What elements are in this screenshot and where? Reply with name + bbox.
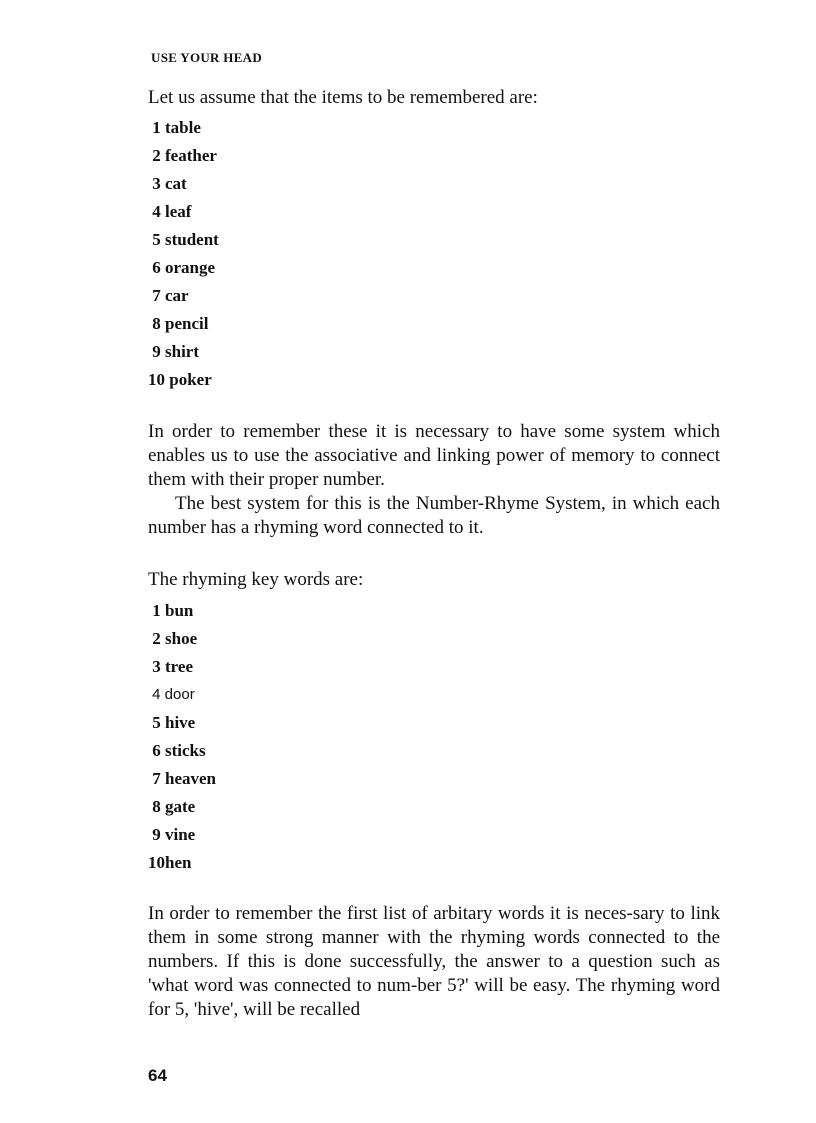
list-item: 8 pencil	[148, 314, 209, 333]
list-item: 4 leaf	[148, 202, 192, 221]
list-item: 10hen	[148, 853, 192, 872]
rhyme-intro-text: The rhyming key words are:	[148, 569, 364, 590]
list-item: 5 hive	[148, 713, 196, 732]
list-item: 4 door	[148, 686, 195, 703]
list-item: 7 heaven	[148, 769, 216, 788]
list-item: 7 car	[148, 286, 189, 305]
list-item: 9 shirt	[148, 342, 199, 361]
list-item: 9 vine	[148, 825, 196, 844]
list-item: 3 cat	[148, 174, 187, 193]
list-item: 1 bun	[148, 601, 194, 620]
list-item: 6 orange	[148, 258, 216, 277]
list-item: 3 tree	[148, 657, 193, 676]
intro-text: Let us assume that the items to be remembered are:	[148, 87, 538, 108]
list-item: 10 poker	[148, 370, 212, 389]
running-header: USE YOUR HEAD	[151, 50, 263, 65]
list-item: 6 sticks	[148, 741, 206, 760]
rhymes-list	[148, 597, 216, 877]
page-number: 64	[148, 1066, 167, 1085]
list-item: 1 table	[148, 118, 201, 137]
paragraph-1: In order to remember these it is necessary to have some system which enables us to use the associative and linking power of memory to connect them with their proper number.	[148, 421, 720, 490]
list-item: 5 student	[148, 230, 219, 249]
paragraph-3: In order to remember the first list of arbitary words it is neces-sary to link them in some strong manner with the rhyming words connected to the numbers. If this is done successfully, the answer to a question such as 'what word was connected to num-ber 5?' will be easy. The rhyming word for 5, 'hive', will be recalled	[148, 903, 720, 1020]
list-item: 8 gate	[148, 797, 196, 816]
list-item: 2 shoe	[148, 629, 198, 648]
items-list	[148, 114, 219, 394]
paragraph-2: The best system for this is the Number-Rhyme System, in which each number has a rhyming word connected to it.	[148, 493, 720, 538]
list-item: 2 feather	[148, 146, 217, 165]
